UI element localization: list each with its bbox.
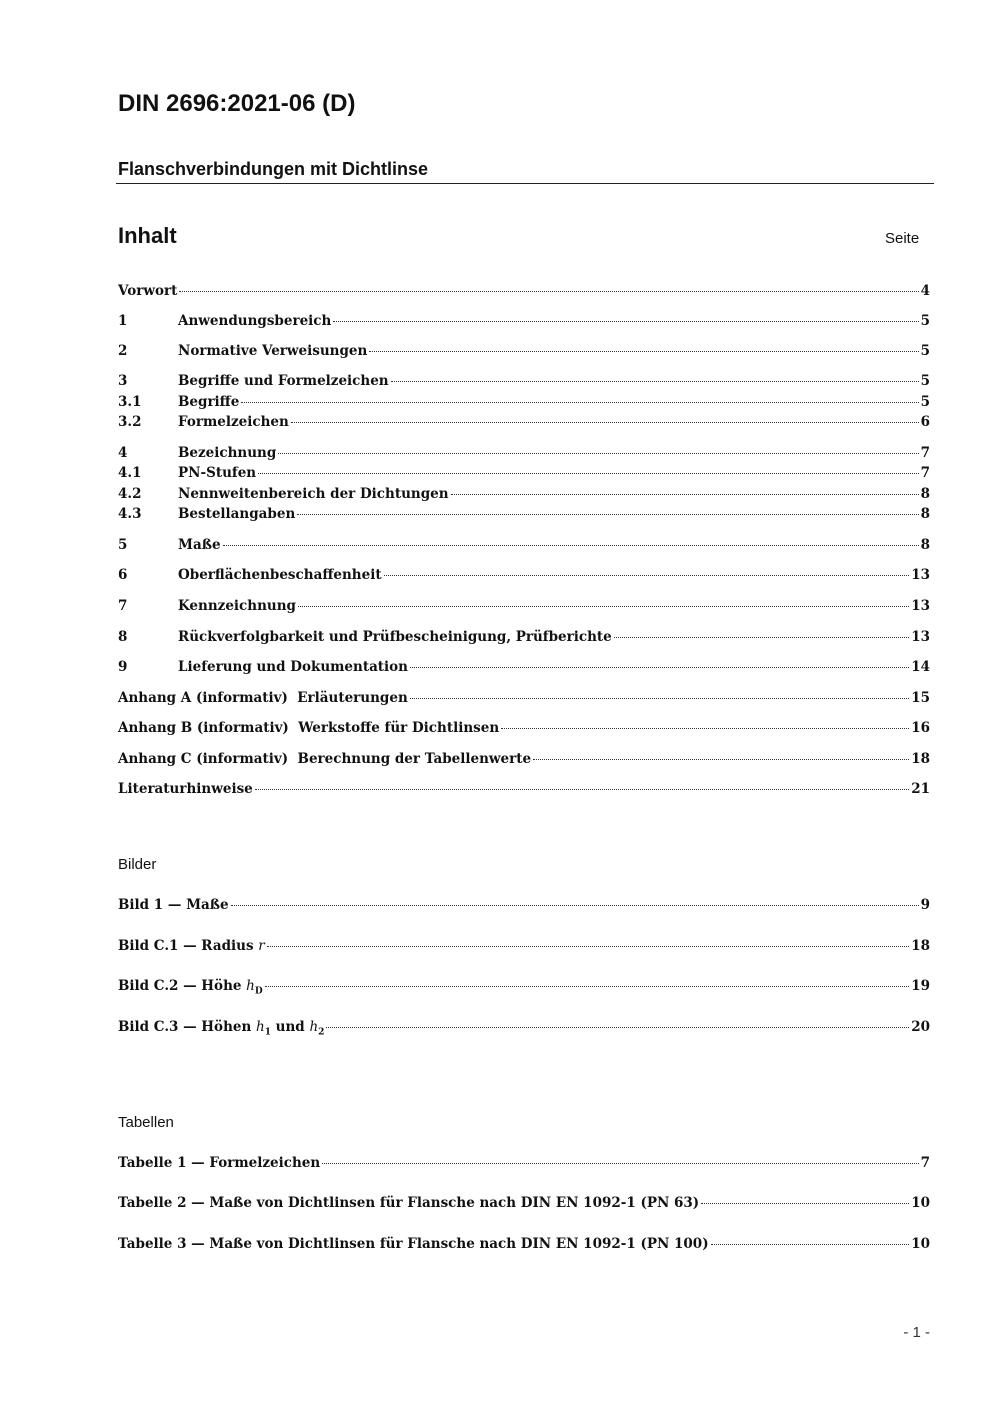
toc-entry-number: 3.1 (118, 394, 142, 410)
toc-entry[interactable] (118, 718, 930, 738)
toc-entry-number: 5 (118, 537, 128, 553)
figure-entry-page: 20 (911, 1019, 930, 1035)
leader-dots (614, 637, 909, 638)
toc-entry[interactable] (118, 565, 930, 585)
tables-heading: Tabellen (118, 1114, 174, 1131)
toc-entry-label: Begriffe und Formelzeichen (178, 373, 389, 389)
toc-entry[interactable] (118, 535, 930, 555)
leader-dots (326, 1027, 909, 1028)
leader-dots (231, 905, 919, 906)
page-number: - 1 - (903, 1324, 930, 1341)
toc-entry[interactable] (118, 341, 930, 361)
figure-entry-text: Bild C.3 — Höhen (118, 1019, 256, 1035)
toc-entry-page: 5 (920, 343, 930, 359)
table-entry-page: 7 (920, 1155, 930, 1171)
toc-entry[interactable] (118, 749, 930, 769)
leader-dots (223, 545, 919, 546)
toc-entry-label: Anwendungsbereich (178, 313, 332, 329)
math-symbol: h (256, 1019, 265, 1035)
document-subtitle: Flanschverbindungen mit Dichtlinse (118, 159, 429, 179)
leader-dots (179, 291, 918, 292)
table-entry-label: Tabelle 2 — Maße von Dichtlinsen für Flansche nach DIN EN 1092-1 (PN 63) (118, 1195, 700, 1211)
toc-entry-page: 5 (920, 394, 930, 410)
table-entry[interactable] (118, 1234, 930, 1254)
leader-dots (298, 606, 909, 607)
toc-heading: Inhalt (118, 223, 177, 248)
toc-entry-number: 4.1 (118, 465, 142, 481)
toc-entry-label: Begriffe (178, 394, 240, 410)
toc-entry-label: PN-Stufen (178, 465, 257, 481)
toc-entry-page: 21 (911, 781, 930, 797)
toc-entry-label: Anhang C (informativ) Berechnung der Tabellenwerte (118, 751, 532, 767)
leader-dots (369, 351, 918, 352)
toc-entry-page: 8 (920, 486, 930, 502)
toc-entry-page: 7 (920, 445, 930, 461)
figure-entry-label (118, 1017, 324, 1043)
leader-dots (258, 473, 918, 474)
table-entry-page: 10 (911, 1236, 930, 1252)
figure-entry-page: 18 (911, 938, 930, 954)
figure-entry-page: 19 (911, 978, 930, 994)
toc-entry[interactable] (118, 779, 930, 799)
toc-entry-label: Literaturhinweise (118, 781, 253, 797)
leader-dots (278, 453, 918, 454)
figure-entry-text: Bild C.1 — Radius (118, 938, 259, 954)
toc-entry-page: 5 (920, 373, 930, 389)
toc-entry[interactable] (118, 484, 930, 504)
figure-entry-label: Bild 1 — Maße (118, 897, 229, 913)
toc-entry[interactable] (118, 627, 930, 647)
leader-dots (241, 402, 918, 403)
table-entry[interactable] (118, 1193, 930, 1213)
leader-dots (297, 514, 918, 515)
leader-dots (265, 986, 910, 987)
table-entry-label: Tabelle 3 — Maße von Dichtlinsen für Flansche nach DIN EN 1092-1 (PN 100) (118, 1236, 709, 1252)
toc-entry-page: 4 (920, 283, 930, 299)
figure-entry-text: und (270, 1019, 310, 1035)
page-column-label: Seite (885, 230, 920, 247)
toc-entry-number: 9 (118, 659, 128, 675)
table-entry[interactable] (118, 1153, 930, 1173)
toc-entry[interactable] (118, 392, 930, 412)
toc-entry[interactable] (118, 504, 930, 524)
toc-entry-number: 2 (118, 343, 128, 359)
toc-entry-number: 6 (118, 567, 128, 583)
leader-dots (384, 575, 910, 576)
leader-dots (451, 494, 919, 495)
figure-entry-label (118, 936, 265, 956)
toc-entry-label: Normative Verweisungen (178, 343, 368, 359)
toc-entry-page: 13 (911, 598, 930, 614)
toc-entry[interactable] (118, 311, 930, 331)
toc-entry-page: 18 (911, 751, 930, 767)
toc-entry-label: Oberflächenbeschaffenheit (178, 567, 382, 583)
toc-entry[interactable] (118, 688, 930, 708)
toc-entry-number: 3 (118, 373, 128, 389)
toc-entry-number: 8 (118, 629, 128, 645)
toc-entry-page: 6 (920, 414, 930, 430)
table-entry-label: Tabelle 1 — Formelzeichen (118, 1155, 321, 1171)
toc-entry[interactable] (118, 371, 930, 391)
leader-dots (711, 1244, 910, 1245)
figure-entry[interactable] (118, 976, 930, 996)
toc-entry-label: Anhang B (informativ) Werkstoffe für Dichtlinsen (118, 720, 500, 736)
toc-entry-label: Bestellangaben (178, 506, 296, 522)
document-title: DIN 2696:2021-06 (D) (118, 90, 356, 117)
leader-dots (333, 321, 918, 322)
leader-dots (267, 946, 909, 947)
leader-dots (291, 422, 919, 423)
figure-entry-text: Bild C.2 — Höhe (118, 978, 247, 994)
leader-dots (391, 381, 919, 382)
toc-entry[interactable] (118, 412, 930, 432)
math-subscript: 1 (264, 1027, 271, 1038)
toc-entry-label: Rückverfolgbarkeit und Prüfbescheinigung, Prüfberichte (178, 629, 612, 645)
math-subscript: 2 (318, 1027, 325, 1038)
toc-entry-number: 1 (118, 313, 128, 329)
figure-entry[interactable] (118, 936, 930, 956)
toc-entry-number: 3.2 (118, 414, 142, 430)
toc-entry[interactable] (118, 281, 930, 301)
toc-entry-label: Anhang A (informativ) Erläuterungen (118, 690, 408, 706)
math-symbol: h (309, 1019, 319, 1035)
toc-entry-label: Maße (178, 537, 221, 553)
leader-dots (701, 1203, 909, 1204)
toc-entry[interactable] (118, 657, 930, 677)
leader-dots (322, 1163, 918, 1164)
toc-entry-page: 14 (911, 659, 930, 675)
toc-entry[interactable] (118, 443, 930, 463)
toc-entry-page: 8 (920, 506, 930, 522)
toc-entry-number: 4.2 (118, 486, 142, 502)
toc-entry-page: 5 (920, 313, 930, 329)
math-symbol: r (258, 938, 265, 954)
leader-dots (501, 728, 909, 729)
toc-entry-label: Formelzeichen (178, 414, 289, 430)
leader-dots (410, 698, 909, 699)
toc-entry-label: Bezeichnung (178, 445, 277, 461)
title-divider (116, 183, 934, 184)
leader-dots (533, 759, 909, 760)
toc-entry-label: Lieferung und Dokumentation (178, 659, 408, 675)
math-symbol: h (246, 978, 255, 994)
toc-entry-page: 15 (911, 690, 930, 706)
figure-entry-label (118, 976, 263, 1002)
toc-entry-page: 13 (911, 629, 930, 645)
toc-entry-number: 7 (118, 598, 128, 614)
toc-entry-number: 4 (118, 445, 128, 461)
toc-entry-page: 13 (911, 567, 930, 583)
toc-entry-number: 4.3 (118, 506, 142, 522)
figure-entry-page: 9 (920, 897, 930, 913)
figure-entry[interactable] (118, 895, 930, 915)
figure-entry[interactable] (118, 1017, 930, 1037)
toc-entry-label: Nennweitenbereich der Dichtungen (178, 486, 449, 502)
figures-heading: Bilder (118, 856, 157, 873)
toc-entry[interactable] (118, 463, 930, 483)
toc-entry-label: Kennzeichnung (178, 598, 296, 614)
leader-dots (255, 789, 909, 790)
math-subscript: D (254, 986, 263, 997)
toc-entry[interactable] (118, 596, 930, 616)
toc-entry-page: 8 (920, 537, 930, 553)
toc-entry-page: 16 (911, 720, 930, 736)
leader-dots (410, 667, 909, 668)
toc-entry-page: 7 (920, 465, 930, 481)
toc-entry-label: Vorwort (118, 283, 178, 299)
table-entry-page: 10 (911, 1195, 930, 1211)
